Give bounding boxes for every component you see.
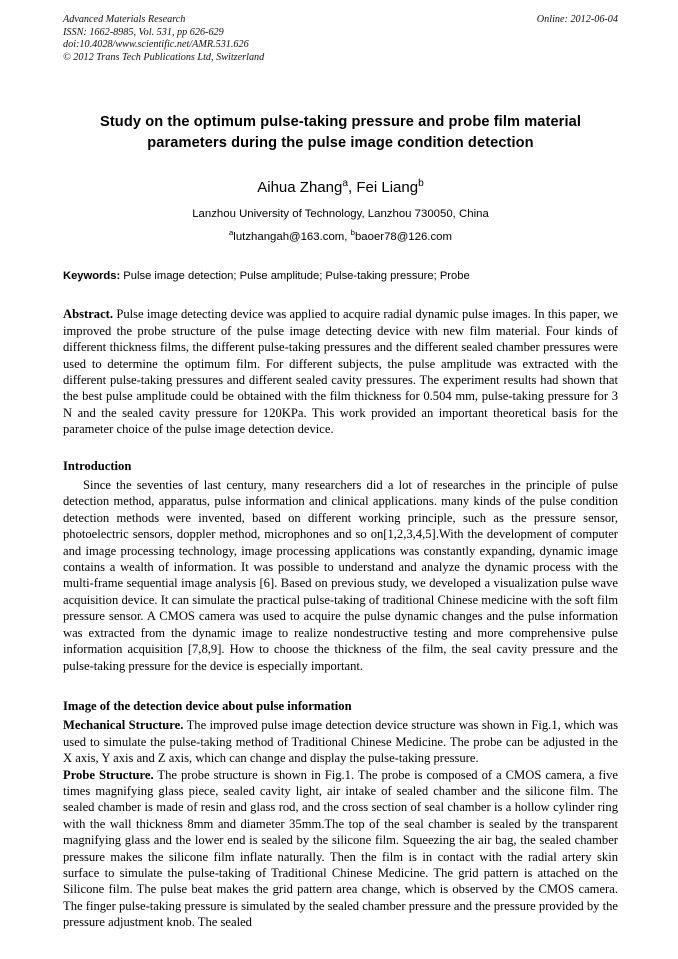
author-2-name: Fei Liang [356,179,419,197]
online-date: Online: 2012-06-04 [536,14,618,25]
author-list [63,179,618,196]
email-1: lutzhangah@163.com, [233,231,348,244]
keywords-label: Keywords: [63,270,121,283]
author-separator: , [348,179,357,197]
probe-structure-paragraph [63,767,618,931]
email-1-marker: a [228,228,234,238]
journal-header-left [63,14,463,64]
journal-copyright: © 2012 Trans Tech Publications Ltd, Switzerland [63,51,265,63]
probe-structure-label: Probe Structure. [63,767,154,782]
author-1-marker: a [342,178,348,190]
author-1-name: Aihua Zhang [257,179,343,197]
mechanical-structure-text: The improved pulse image detection device structure was shown in Fig.1, which was used to simulate the pulse-taking method of Traditional Chinese Medicine. The probe can be adjusted in the X axis, Y axis and Z axis, which can change and display the pulse-taking pressure. [63,718,618,766]
author-emails [63,228,618,244]
probe-structure-text: The probe structure is shown in Fig.1. The probe is composed of a CMOS camera, a five times magnifying glass piece, sealed cavity light, air intake of sealed chamber and the silicone film. The sealed chamber is made of resin and glass rod, and the cross section of seal chamber is a hollow cylinder ring with the wall thickness 8mm and diameter 35mm.The top of the seal chamber is sealed by the transparent magnifying glass and the lower end is sealed by the silicone film. Squeezing the air bag, the sealed chamber pressure makes the silicone film inflate naturally. Then the film is in contact with the radial artery skin surface to simulate the pulse-taking of Traditional Chinese Medicine. The grid pattern is attached on the Silicone film. The pulse beat makes the grid pattern area change, which is observed by the CMOS camera. The finger pulse-taking pressure is simulated by the sealed chamber pressure and the pressure provided by the pressure adjustment knob. The sealed [63,767,618,930]
keywords-line [63,269,618,284]
journal-issn: ISSN: 1662-8985, Vol. 531, pp 626-629 [63,26,224,38]
keywords-value: Pulse image detection; Pulse amplitude; Pulse-taking pressure; Probe [120,270,470,283]
journal-header [63,14,618,64]
journal-name: Advanced Materials Research [63,14,186,25]
section-heading-device: Image of the detection device about pulse information [63,698,352,713]
author-2-marker: b [418,178,424,190]
section-heading-introduction: Introduction [63,458,132,473]
introduction-paragraph: Since the seventies of last century, many researchers did a lot of researches in the principle of pulse detection method, apparatus, pulse information and clinical applications. many kinds of the pulse condition detection methods were invented, based on different working principle, such as the pressure sensor, photoelectric sensors, doppler method, microphones and so on[1,2,3,4,5].With the development of computer and image processing technology, image processing applications was constantly expanding, dynamic image contains a wealth of information. It was possible to understand and analyze the dynamic process with the multi-frame sequential image analysis [6]. Based on previous study, we developed a visualization pulse wave acquisition device. It can simulate the practical pulse-taking of traditional Chinese medicine with the soft film pressure sensor. A CMOS camera was used to acquire the pulse dynamic changes and the pulse information was extracted from the dynamic image to realize nondestructive testing and more comprehensive pulse information acquisition [7,8,9]. How to choose the thickness of the film, the seal cavity pressure and the pulse-taking pressure for the device is especially important. [63,478,618,673]
email-2: baoer78@126.com [354,231,452,244]
abstract-paragraph [63,306,618,437]
page-content [63,14,618,931]
abstract-text: Pulse image detecting device was applied to acquire radial dynamic pulse images. In this paper, we improved the probe structure of the pulse image detecting device with new film material. Four kinds of different thickness films, the different pulse-taking pressures and the different sealed chamber pressures were used to determine the optimum film. For different subjects, the pulse amplitude was extracted with the different pulse-taking pressures and different sealed cavity pressures. The experiment results had shown that the best pulse amplitude could be obtained with the film thickness for 0.504 mm, pulse-taking pressure for 3 N and the sealed cavity pressure for 120KPa. This work provided an important theoretical basis for the parameter choice of the pulse image detection device. [63,307,618,437]
mechanical-structure-paragraph [63,717,618,766]
mechanical-structure-label: Mechanical Structure. [63,718,184,733]
email-2-marker: b [350,228,355,238]
abstract-label: Abstract. [63,307,114,322]
affiliation: Lanzhou University of Technology, Lanzhou 730050, China [192,208,489,221]
page-title: Study on the optimum pulse-taking pressure and probe film material parameters during the pulse image condition detection [100,114,581,152]
journal-doi: doi:10.4028/www.scientific.net/AMR.531.626 [63,39,249,51]
